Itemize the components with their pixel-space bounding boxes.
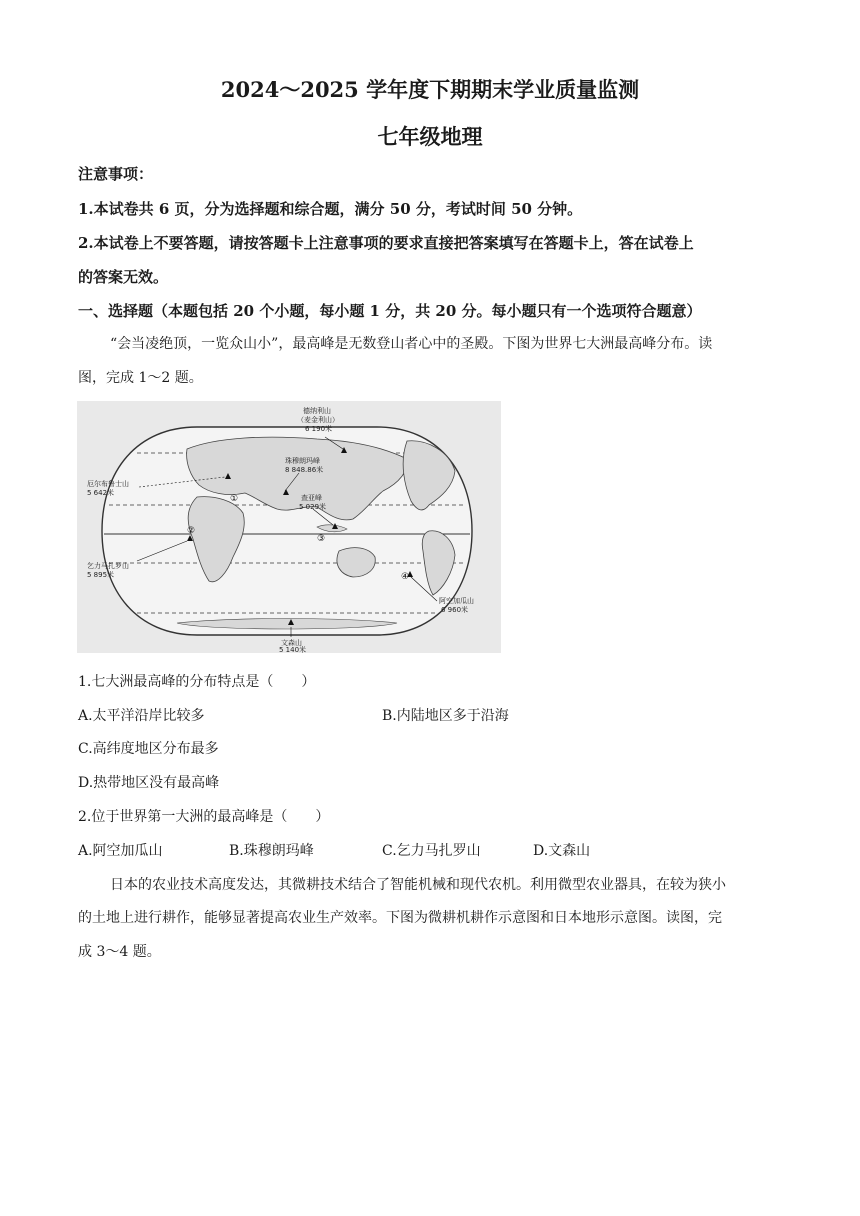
elbrus-name-label: 厄尔布鲁士山 xyxy=(87,480,129,488)
intro-line-1: “会当凌绝顶，一览众山小”，最高峰是无数登山者心中的圣殿。下图为世界七大洲最高峰分布。读 xyxy=(110,336,713,352)
q2-option-b: B.珠穆朗玛峰 xyxy=(229,843,314,859)
section-heading: 一、选择题（本题包括 20 个小题，每小题 1 分，共 20 分。每小题只有一个选项符合题意） xyxy=(78,302,702,320)
passage2-line-3: 成 3～4 题。 xyxy=(78,944,161,960)
notice-item-2-line2: 的答案无效。 xyxy=(78,268,169,286)
everest-name-label: 珠穆朗玛峰 xyxy=(285,457,320,465)
marker-2: ② xyxy=(187,526,196,536)
notice-item-2-line1: 2.本试卷上不要答题，请按答题卡上注意事项的要求直接把答案填写在答题卡上，答在试卷上 xyxy=(78,234,694,252)
q1-option-a: A.太平洋沿岸比较多 xyxy=(78,708,205,724)
denali-height-label: 6 190米 xyxy=(305,425,333,433)
q1-option-c: C.高纬度地区分布最多 xyxy=(78,741,219,757)
map-graphic xyxy=(77,401,501,653)
marker-4: ④ xyxy=(401,572,410,582)
passage2-line-1: 日本的农业技术高度发达，其微耕技术结合了智能机械和现代农机。利用微型农业器具，在较为狭小 xyxy=(110,877,726,893)
denali-alt-label: （麦金利山） xyxy=(297,416,339,424)
q2-option-d: D.文森山 xyxy=(533,843,591,859)
aconcagua-height-label: 6 960米 xyxy=(441,606,469,614)
jaya-height-label: 5 029米 xyxy=(299,503,327,511)
q1-option-b: B.内陆地区多于沿海 xyxy=(382,708,509,724)
marker-3: ③ xyxy=(317,534,326,544)
q1-option-d: D.热带地区没有最高峰 xyxy=(78,775,220,791)
q2-stem: 2.位于世界第一大洲的最高峰是（ ） xyxy=(78,809,330,825)
vinson-height-label: 5 140米 xyxy=(279,646,307,653)
exam-subject: 七年级地理 xyxy=(377,124,483,149)
kilimanjaro-name-label: 乞力马扎罗山 xyxy=(87,562,129,570)
aconcagua-name-label: 阿空加瓜山 xyxy=(439,597,474,605)
kilimanjaro-height-label: 5 895米 xyxy=(87,571,115,579)
notice-item-1: 1.本试卷共 6 页，分为选择题和综合题，满分 50 分，考试时间 50 分钟。 xyxy=(78,200,583,218)
q1-stem: 1.七大洲最高峰的分布特点是（ ） xyxy=(78,674,316,690)
jaya-name-label: 查亚峰 xyxy=(301,494,322,502)
vinson-name-label: 文森山 xyxy=(281,639,302,647)
q2-option-c: C.乞力马扎罗山 xyxy=(382,843,481,859)
q2-option-a: A.阿空加瓜山 xyxy=(78,843,163,859)
intro-line-2: 图，完成 1～2 题。 xyxy=(78,370,203,386)
passage2-line-2: 的土地上进行耕作，能够显著提高农业生产效率。下图为微耕机耕作示意图和日本地形示意图。读图，完 xyxy=(78,910,722,926)
exam-title: 2024～2025 学年度下期期末学业质量监测 xyxy=(220,77,640,102)
world-highest-peaks-map xyxy=(77,401,501,653)
notice-heading: 注意事项： xyxy=(78,165,154,183)
marker-1: ① xyxy=(230,494,239,504)
denali-name-label: 德纳利山 xyxy=(303,407,331,415)
everest-height-label: 8 848.86米 xyxy=(285,466,324,474)
elbrus-height-label: 5 642米 xyxy=(87,489,115,497)
